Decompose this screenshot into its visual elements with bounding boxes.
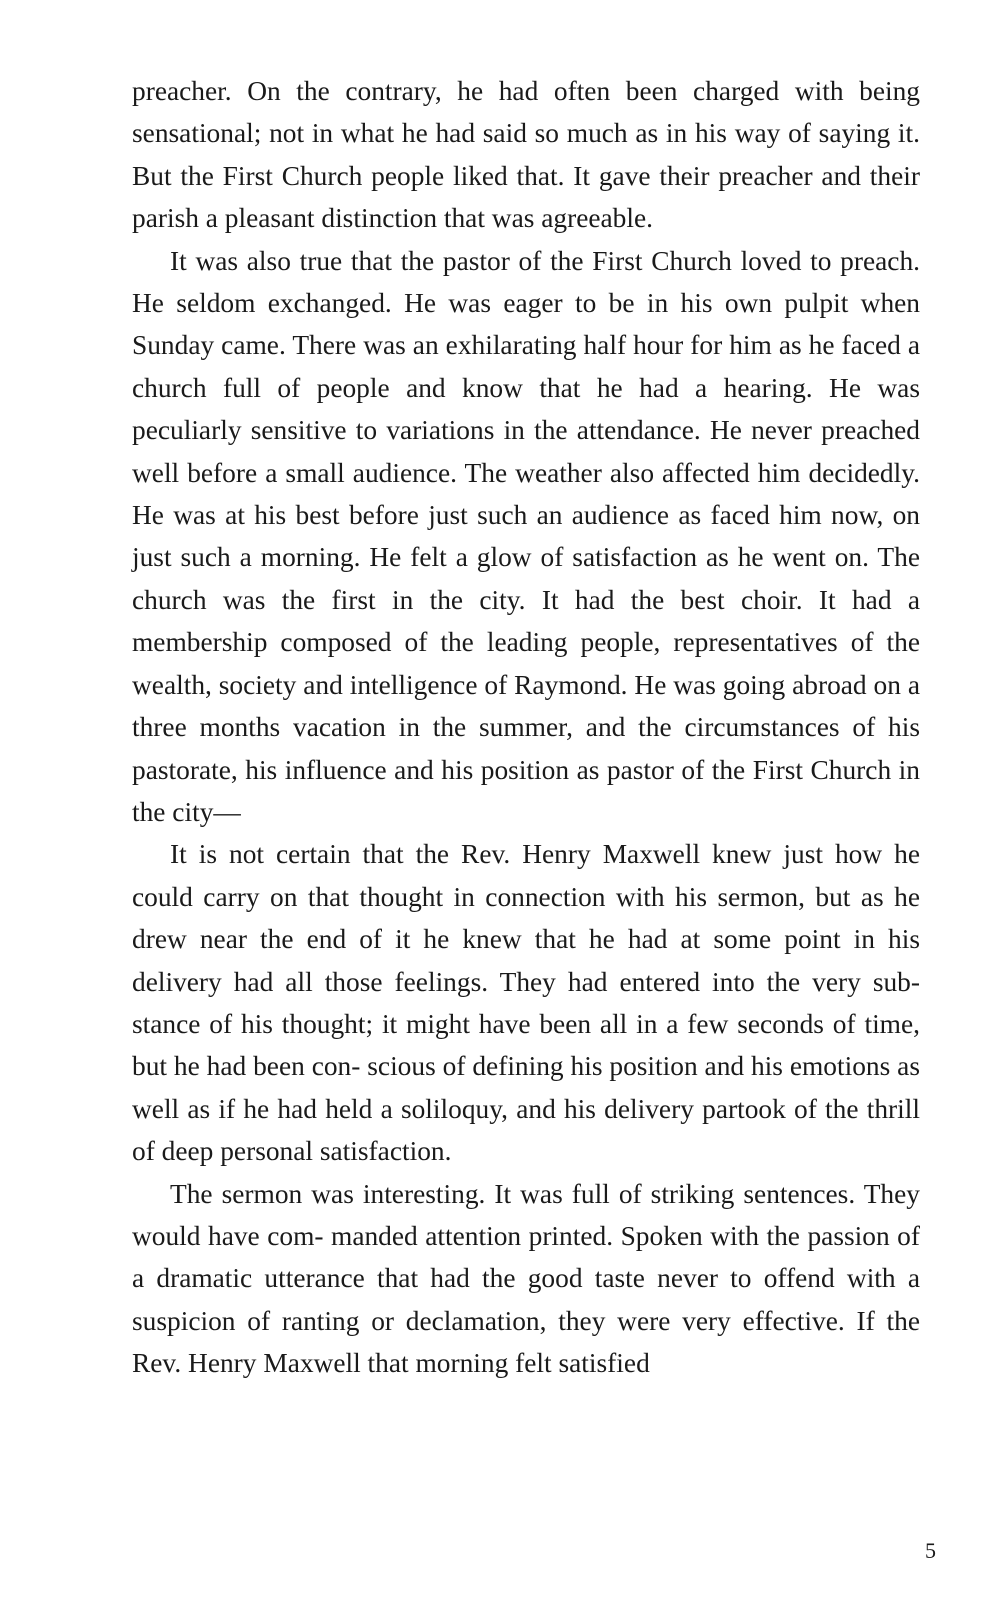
page-number: 5	[925, 1538, 936, 1563]
paragraph: It was also true that the pastor of the First Church loved to preach. He seldom exchanged. He was eager to be in his own pulpit when Sunday came. There was an exhilarating half hour for him as he faced a church full of people and know that he had a hearing. He was peculiarly sensitive to variations in the attendance. He never preached well before a small audience. The weather also affected him decidedly. He was at his best before just such an audience as faced him now, on just such a morning. He felt a glow of satisfaction as he went on. The church was the first in the city. It had the best choir. It had a membership composed of the leading people, representatives of the wealth, society and intelligence of Raymond. He was going abroad on a three months vacation in the summer, and the circumstances of his pastorate, his influence and his position as pastor of the First Church in the city—	[132, 245, 920, 827]
paragraph: It is not certain that the Rev. Henry Maxwell knew just how he could carry on that thought in connection with his sermon, but as he drew near the end of it he knew that he had at some point in his delivery had all those feelings. They had entered into the very sub- stance of his thought; it might have been all in a few seconds of time, but he had been con- scious of defining his position and his emotions as well as if he had held a soliloquy, and his delivery partook of the thrill of deep personal satisfaction.	[132, 839, 920, 1167]
paragraph: The sermon was interesting. It was full of striking sentences. They would have com- manded attention printed. Spoken with the passion of a dramatic utterance that had the good taste never to offend with a suspicion of ranting or declamation, they were very effective. If the Rev. Henry Maxwell that morning felt satisfied	[132, 1178, 920, 1379]
body-text	[132, 70, 920, 1385]
paragraph-continued: preacher. On the contrary, he had often been charged with being sensational; not in what he had said so much as in his way of saying it. But the First Church people liked that. It gave their preacher and their parish a pleasant distinction that was agreeable.	[132, 76, 920, 234]
